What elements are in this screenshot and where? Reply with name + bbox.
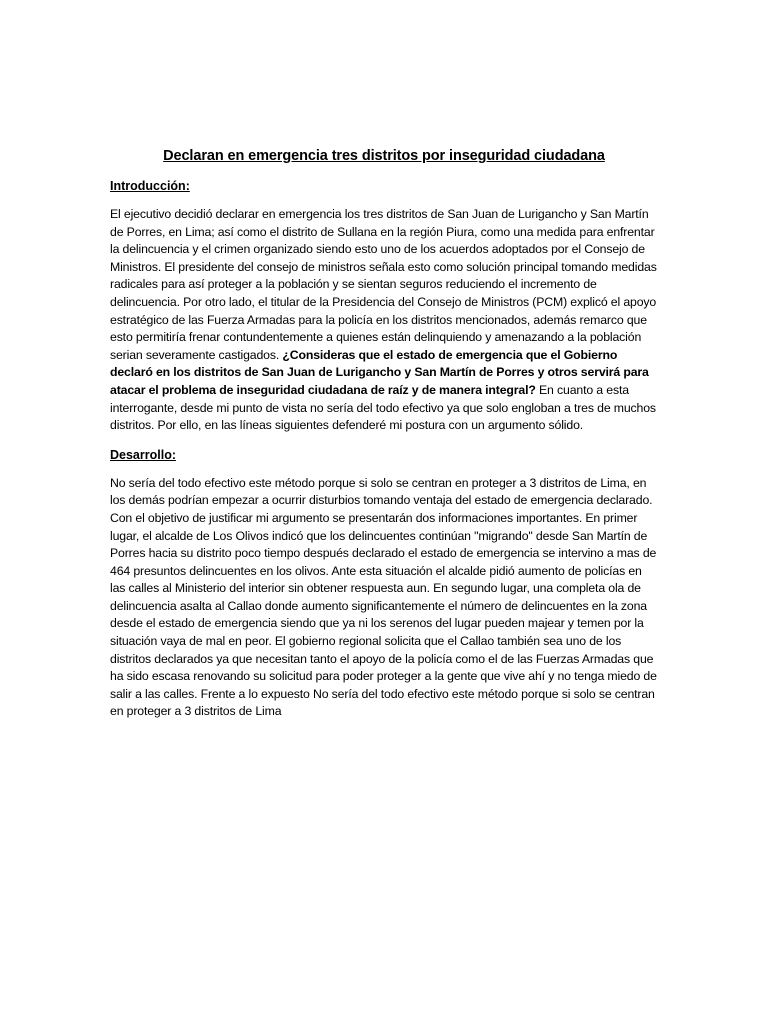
introduction-text-start: El ejecutivo decidió declarar en emergencia los tres distritos de San Juan de Lurigancho y San Martín de Porres, en Lima; así como el distrito de Sullana en la región Piura, como una medida para enfrentar la delincuencia y el crimen organizado siendo esto uno de los acuerdos adoptados por el Consejo de Ministros. El presidente del consejo de ministros señala esto como solución principal tomando medidas radicales para así proteger a la población y se sientan seguros reduciendo el incremento de delincuencia. Por otro lado, el titular de la Presidencia del Consejo de Ministros (PCM) explicó el apoyo estratégico de las Fuerza Armadas para la policía en los distritos mencionados, además remarco que esto permitiría frenar contundentemente a quienes están delinquiendo y amenazando a la población serian severamente castigados. (110, 207, 657, 362)
introduction-text-end: En cuanto a esta interrogante, desde mi punto de vista no sería del todo efectivo ya que solo engloban a tres de muchos distritos. Por ello, en las líneas siguientes defenderé mi postura con un argumento sólido. (110, 382, 656, 433)
document-title: Declaran en emergencia tres distritos por inseguridad ciudadana (163, 148, 605, 164)
document-page (110, 146, 658, 733)
development-heading: Desarrollo: (110, 447, 176, 462)
introduction-question: ¿Consideras que el estado de emergencia que el Gobierno declaró en los distritos de San Juan de Lurigancho y San Martín de Porres y otros servirá para atacar el problema de inseguridad ciudadana de raíz y de manera integral? (110, 347, 649, 397)
introduction-heading: Introducción: (110, 179, 190, 193)
development-paragraph: No sería del todo efectivo este método porque si solo se centran en proteger a 3 distritos de Lima, en los demás podrían empezar a ocurrir disturbios tomando ventaja del estado de emergencia declarado. Con el objetivo de justificar mi argumento se presentarán dos informaciones importantes. En primer lugar, el alcalde de Los Olivos indicó que los delincuentes continúan "migrando" desde San Martín de Porres hacia su distrito poco tiempo después declarado el estado de emergencia se intervino a mas de 464 presuntos delincuentes en los olivos. Ante esta situación el alcalde pidió aumento de policías en las calles al Ministerio del interior sin obtener respuesta aun. En segundo lugar, una completa ola de delincuencia asalta al Callao donde aumento significantemente el número de delincuentes en la zona desde el estado de emergencia siendo que ya ni los serenos del lugar pueden majear y temen por la situación vaya de mal en peor. El gobierno regional solicita que el Callao también sea uno de los distritos declarados ya que necesitan tanto el apoyo de la policía como el de las Fuerzas Armadas que ha sido escasa renovando su solicitud para poder proteger a la gente que vive ahí y no tenga miedo de salir a las calles. Frente a lo expuesto No sería del todo efectivo este método porque si solo se centran en proteger a 3 distritos de Lima (110, 475, 657, 719)
introduction-paragraph (110, 206, 658, 435)
